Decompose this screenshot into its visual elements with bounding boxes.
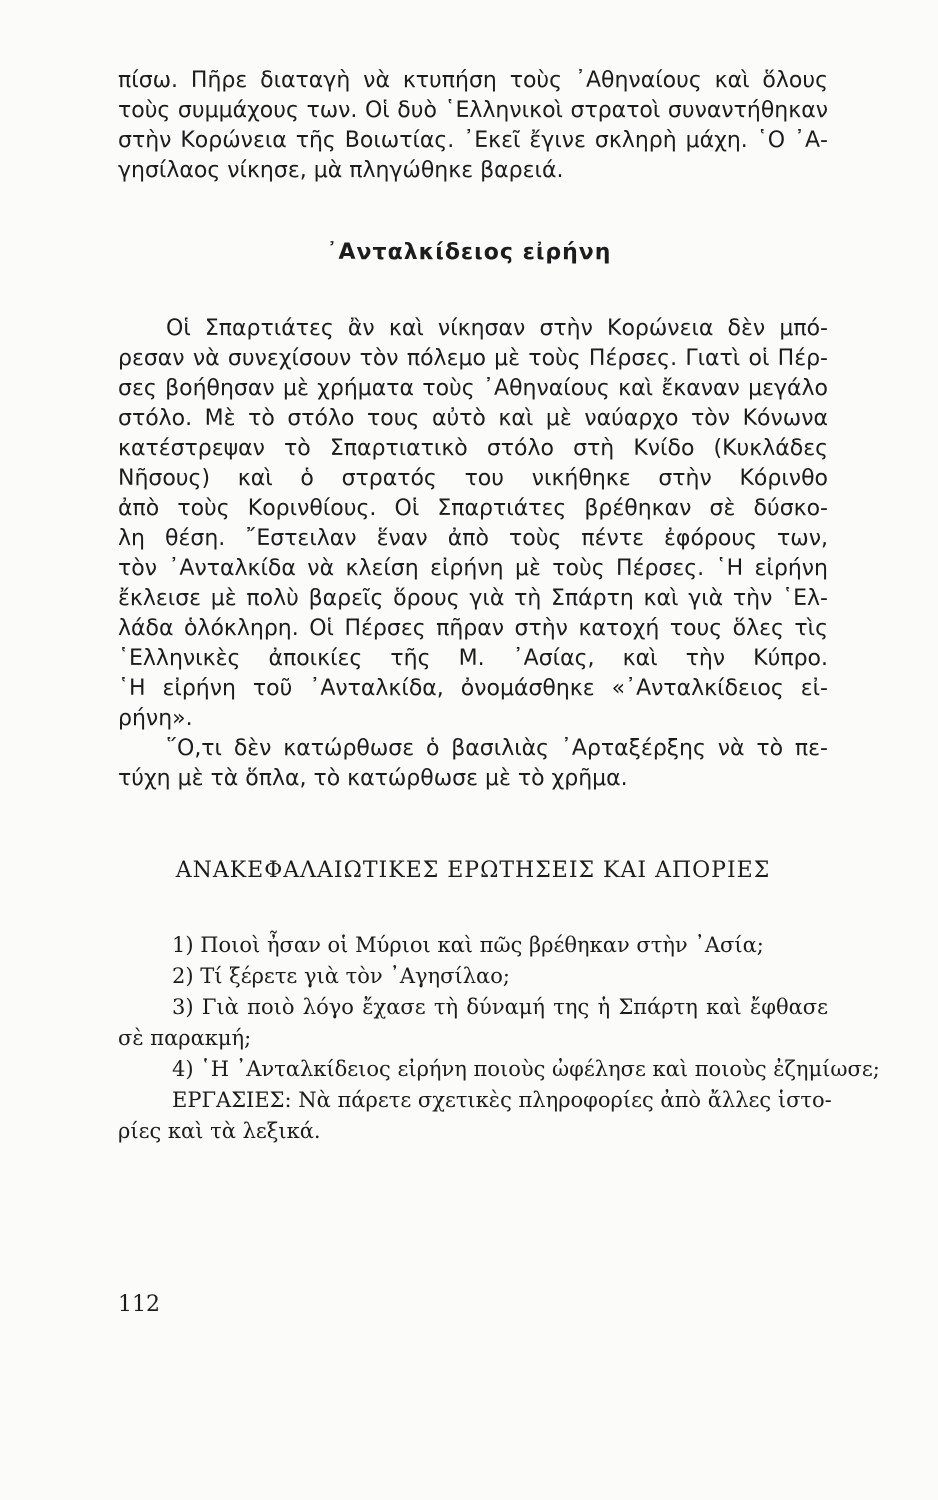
paragraph-line: γησίλαος νίκησε, μὰ πληγώθηκε βαρειά. — [118, 158, 564, 183]
section-title: ᾿Ανταλκίδειος εἰρήνη — [326, 240, 612, 265]
exercise-line: ρίες καὶ τὰ λεξικά. — [118, 1119, 321, 1143]
question-item: 3) Γιὰ ποιὸ λόγο ἔχασε τὴ δύναμή της ἡ Σπάρτη καὶ ἔφθασε — [172, 995, 828, 1019]
paragraph-line: τύχη μὲ τὰ ὅπλα, τὸ κατώρθωσε μὲ τὸ χρῆμα. — [118, 766, 628, 791]
paragraph-line: ῾Η εἰρήνη τοῦ ᾿Ανταλκίδα, ὀνομάσθηκε «᾿Ανταλκίδειος εἰ- — [118, 676, 828, 701]
paragraph-line: κατέστρεψαν τὸ Σπαρτιατικὸ στόλο στὴ Κνίδο (Κυκλάδες — [118, 436, 828, 461]
paragraph-line: λάδα ὁλόκληρη. Οἱ Πέρσες πῆραν στὴν κατοχή τους ὅλες τὶς — [118, 616, 828, 641]
paragraph-line: Οἱ Σπαρτιάτες ἂν καὶ νίκησαν στὴν Κορώνεια δὲν μπό- — [166, 316, 828, 341]
paragraph-line: τὸν ᾿Ανταλκίδα νὰ κλείση εἰρήνη μὲ τοὺς Πέρσες. ῾Η εἰρήνη — [118, 556, 828, 581]
paragraph-line: λη θέση. ῎Εστειλαν ἕναν ἀπὸ τοὺς πέντε ἐφόρους των, — [118, 526, 828, 551]
paragraph-line: στόλο. Μὲ τὸ στόλο τους αὐτὸ καὶ μὲ ναύαρχο τὸν Κόνωνα — [118, 406, 828, 431]
paragraph-line: ῾Ελληνικὲς ἀποικίες τῆς Μ. ᾿Ασίας, καὶ τὴν Κύπρο. — [118, 646, 828, 671]
paragraph-line: ῞Ο,τι δὲν κατώρθωσε ὁ βασιλιὰς ᾿Αρταξέρξης νὰ τὸ πε- — [166, 736, 828, 761]
exercise-line: ΕΡΓΑΣΙΕΣ: Νὰ πάρετε σχετικὲς πληροφορίες ἀπὸ ἄλλες ἱστο- — [172, 1088, 832, 1112]
question-item: 2) Τί ξέρετε γιὰ τὸν ᾿Αγησίλαο; — [172, 964, 510, 988]
question-item: 4) ῾Η ᾿Ανταλκίδειος εἰρήνη ποιοὺς ὠφέλησε καὶ ποιοὺς ἐζημίωσε; — [172, 1057, 880, 1081]
paragraph-line: σες βοήθησαν μὲ χρήματα τοὺς ᾿Αθηναίους καὶ ἔκαναν μεγάλο — [118, 376, 828, 401]
question-item: σὲ παρακμή; — [118, 1026, 252, 1050]
questions-list — [118, 930, 898, 1147]
paragraph-line: ἔκλεισε μὲ πολὺ βαρεῖς ὅρους γιὰ τὴ Σπάρτη καὶ γιὰ τὴν ῾Ελ- — [118, 586, 828, 611]
main-paragraph — [118, 314, 828, 794]
paragraph-line: ρεσαν νὰ συνεχίσουν τὸν πόλεμο μὲ τοὺς Πέρσες. Γιατὶ οἱ Πέρ- — [118, 346, 828, 371]
questions-title: ΑΝΑΚΕΦΑΛΑΙΩΤΙΚΕΣ ΕΡΩΤΗΣΕΙΣ ΚΑΙ ΑΠΟΡΙΕΣ — [175, 858, 771, 883]
paragraph-line: Νῆσους) καὶ ὁ στρατός του νικήθηκε στὴν Κόρινθο — [118, 466, 828, 491]
question-item: 1) Ποιοὶ ἦσαν οἱ Μύριοι καὶ πῶς βρέθηκαν στὴν ᾿Ασία; — [172, 933, 764, 957]
paragraph-line: πίσω. Πῆρε διαταγὴ νὰ κτυπήση τοὺς ᾿Αθηναίους καὶ ὅλους — [118, 68, 828, 93]
top-paragraph — [118, 66, 828, 186]
paragraph-line: ἀπὸ τοὺς Κορινθίους. Οἱ Σπαρτιάτες βρέθηκαν σὲ δύσκο- — [118, 496, 828, 521]
paragraph-line: στὴν Κορώνεια τῆς Βοιωτίας. ᾿Εκεῖ ἔγινε σκληρὴ μάχη. ῾Ο ᾿Α- — [118, 128, 828, 153]
paragraph-line: ρήνη». — [118, 706, 193, 731]
page-number: 112 — [118, 1292, 160, 1317]
paragraph-line: τοὺς συμμάχους των. Οἱ δυὸ ῾Ελληνικοὶ στρατοὶ συναντήθηκαν — [118, 98, 828, 123]
